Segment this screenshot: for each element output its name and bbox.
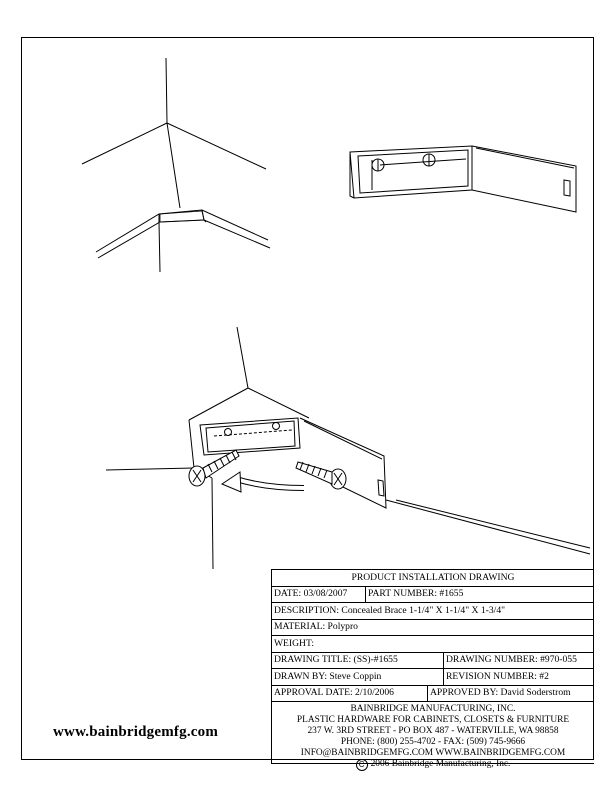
screw-right-icon xyxy=(296,462,346,489)
company-name: BAINBRIDGE MANUFACTURING, INC. xyxy=(350,704,516,714)
drawing-title-field: DRAWING TITLE: (SS)-#1655 xyxy=(272,653,444,669)
copyright-text: 2006 Bainbridge Manufacturing, Inc. xyxy=(370,758,511,769)
drawing-number-field: DRAWING NUMBER: #970-055 xyxy=(446,654,577,666)
description-field: DESCRIPTION: Concealed Brace 1-1/4" X 1-1/4" X 1-3/4" xyxy=(274,604,506,616)
company-address: 237 W. 3RD STREET - PO BOX 487 - WATERVILLE, WA 98858 xyxy=(307,725,559,736)
weight-field: WEIGHT: xyxy=(274,637,315,649)
title-block xyxy=(271,569,594,769)
approval-date-field: APPROVAL DATE: 2/10/2006 xyxy=(272,686,428,702)
copyright-icon: C xyxy=(356,759,368,771)
rotate-arrow-icon xyxy=(222,472,304,492)
website-link[interactable]: www.bainbridgemfg.com xyxy=(53,724,219,740)
company-contact: INFO@BAINBRIDGEMFG.COM WWW.BAINBRIDGEMFG.COM xyxy=(300,747,566,758)
installation-view xyxy=(106,327,590,569)
corner-view-top xyxy=(82,58,270,272)
part-number-field: PART NUMBER: #1655 xyxy=(368,588,464,600)
drawn-by-field: DRAWN BY: Steve Coppin xyxy=(272,669,444,685)
approved-by-field: APPROVED BY: David Soderstrom xyxy=(430,687,571,699)
revision-number-field: REVISION NUMBER: #2 xyxy=(446,670,549,682)
company-tagline: PLASTIC HARDWARE FOR CABINETS, CLOSETS & FURNITURE xyxy=(296,714,570,725)
brace-detail xyxy=(350,146,576,212)
copyright-line xyxy=(272,759,594,771)
material-field: MATERIAL: Polypro xyxy=(274,621,358,633)
title-block-header: PRODUCT INSTALLATION DRAWING xyxy=(272,570,594,587)
company-info xyxy=(272,702,594,769)
date-field: DATE: 03/08/2007 xyxy=(272,587,366,603)
company-phone: PHONE: (800) 255-4702 - FAX: (509) 745-9666 xyxy=(340,736,526,747)
